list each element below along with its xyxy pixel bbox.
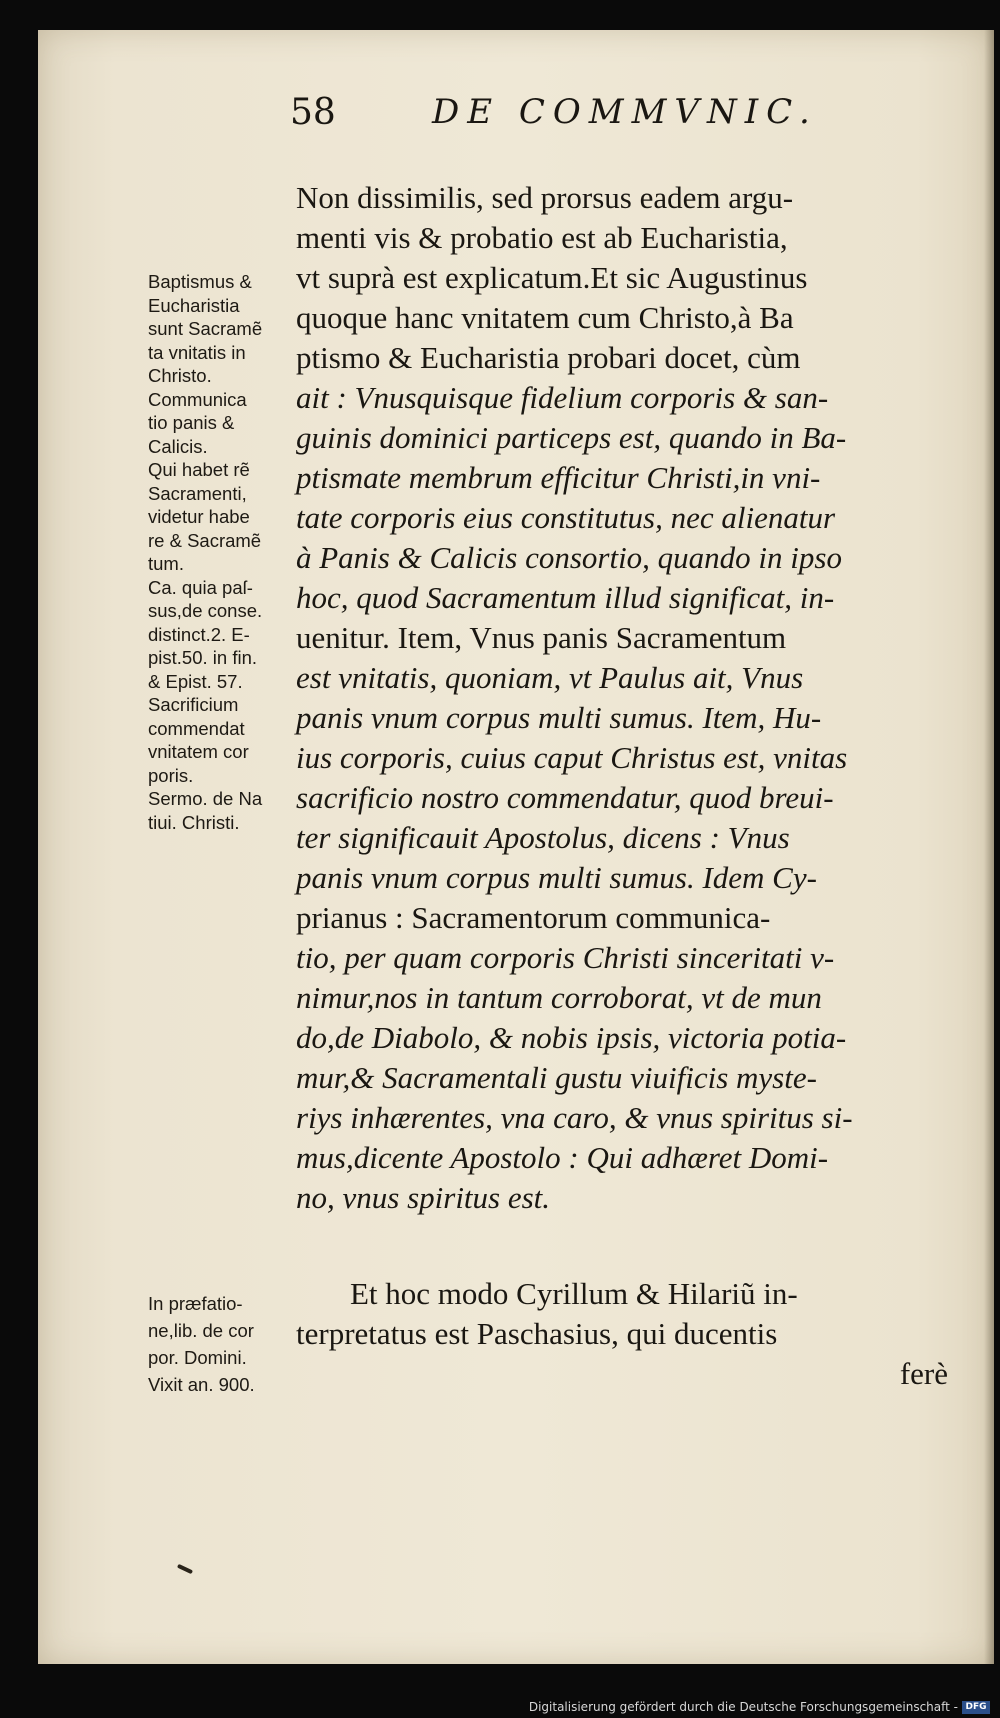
margin-note-line: Sacramenti,: [148, 482, 247, 504]
margin-note-line: por. Domini.: [148, 1347, 247, 1368]
text-line: vt suprà est explicatum.Et sic Augustinus: [296, 260, 808, 295]
text-line: Non dissimilis, sed prorsus eadem argu-: [296, 180, 794, 215]
margin-note-line: Sermo. de Na: [148, 788, 263, 809]
margin-note-line: poris.: [148, 764, 194, 786]
margin-note-line: tiui. Christi.: [148, 811, 240, 833]
margin-note-line: ta vnitatis in: [148, 341, 246, 363]
text-line: hoc, quod Sacramentum illud significat, in-: [296, 580, 835, 615]
margin-note-line: vnitatem cor: [148, 741, 249, 762]
margin-note-line: re & Sacramẽ: [148, 529, 262, 551]
margin-note-line: Calicis.: [148, 435, 208, 457]
text-line: riys inhærentes, vna caro, & vnus spiritus si-: [296, 1100, 853, 1135]
text-line: prianus : Sacramentorum communica-: [296, 900, 771, 935]
digitization-credit: [529, 1700, 990, 1714]
text-line: guinis dominici particeps est, quando in Ba-: [296, 420, 847, 455]
margin-notes: [148, 270, 306, 834]
margin-note-line: pist.50. in fin.: [148, 647, 258, 668]
text-line: nimur,nos in tantum corroborat, vt de mun: [296, 980, 822, 1015]
page-number: 58: [290, 92, 336, 133]
margin-note-line: sunt Sacramẽ: [148, 318, 263, 339]
margin-notes-bottom: [148, 1290, 306, 1398]
margin-note-line: Eucharistia: [148, 294, 240, 316]
text-line: ptismate membrum efficitur Christi,in vni-: [296, 460, 821, 495]
margin-note-line: Christo.: [148, 365, 212, 386]
text-line: do,de Diabolo, & nobis ipsis, victoria potia-: [296, 1020, 847, 1055]
margin-note-line: Vixit an. 900.: [148, 1374, 255, 1395]
credit-text: Digitalisierung gefördert durch die Deutsche Forschungsgemeinschaft -: [528, 1700, 958, 1714]
main-text-body: [296, 178, 956, 1394]
text-line: tio, per quam corporis Christi sinceritati v-: [296, 940, 835, 975]
page-edge-shadow: [984, 30, 994, 1664]
dfg-logo-icon: DFG: [962, 1701, 990, 1714]
margin-note-line: In præfatio-: [148, 1293, 243, 1314]
text-line: ius corporis, cuius caput Christus est, vnitas: [296, 740, 848, 775]
running-title: DE COMMVNIC.: [432, 92, 818, 132]
text-line: mus,dicente Apostolo : Qui adhæret Domi-: [296, 1140, 829, 1175]
text-line: menti vis & probatio est ab Eucharistia,: [296, 220, 788, 255]
text-line: panis vnum corpus multi sumus. Idem Cy-: [296, 860, 817, 895]
text-line: ferè: [899, 1356, 948, 1391]
margin-note-line: videtur habe: [148, 506, 250, 527]
margin-note-line: Sacrificium: [148, 694, 239, 715]
margin-note-line: tum.: [148, 553, 184, 574]
margin-note-line: ne,lib. de cor: [148, 1320, 254, 1341]
margin-note-line: tio panis &: [148, 412, 235, 433]
margin-note-line: commendat: [148, 717, 245, 739]
text-line: panis vnum corpus multi sumus. Item, Hu-: [296, 700, 822, 735]
margin-note-line: Baptismus &: [148, 271, 252, 292]
text-line: quoque hanc vnitatem cum Christo,à Ba: [296, 300, 794, 335]
text-line: ter significauit Apostolus, dicens : Vnus: [296, 820, 790, 855]
text-line: à Panis & Calicis consortio, quando in ipso: [296, 540, 842, 575]
text-line: est vnitatis, quoniam, vt Paulus ait, Vnus: [296, 660, 804, 695]
text-line: tate corporis eius constitutus, nec alienatur: [296, 500, 836, 535]
margin-note-line: Communica: [148, 388, 247, 410]
text-line: ait : Vnusquisque fidelium corporis & san-: [296, 380, 829, 415]
text-line: ptismo & Eucharistia probari docet, cùm: [296, 340, 801, 375]
margin-note-line: Qui habet rẽ: [148, 459, 250, 480]
margin-note-line: distinct.2. E-: [148, 623, 250, 645]
text-line: terpretatus est Paschasius, qui ducentis: [296, 1316, 778, 1351]
margin-note-line: Ca. quia paſ-: [148, 576, 253, 598]
paragraph-gap: [296, 1218, 956, 1274]
margin-note-line: & Epist. 57.: [148, 670, 243, 692]
text-line: mur,& Sacramentali gustu viuificis myste-: [296, 1060, 817, 1095]
margin-note-line: sus,de conse.: [148, 600, 263, 621]
text-line: no, vnus spiritus est.: [296, 1180, 551, 1215]
text-line: uenitur. Item, Vnus panis Sacramentum: [296, 620, 787, 655]
text-line: sacrificio nostro commendatur, quod breui-: [296, 780, 834, 815]
text-line: Et hoc modo Cyrillum & Hilariũ in-: [350, 1276, 798, 1311]
